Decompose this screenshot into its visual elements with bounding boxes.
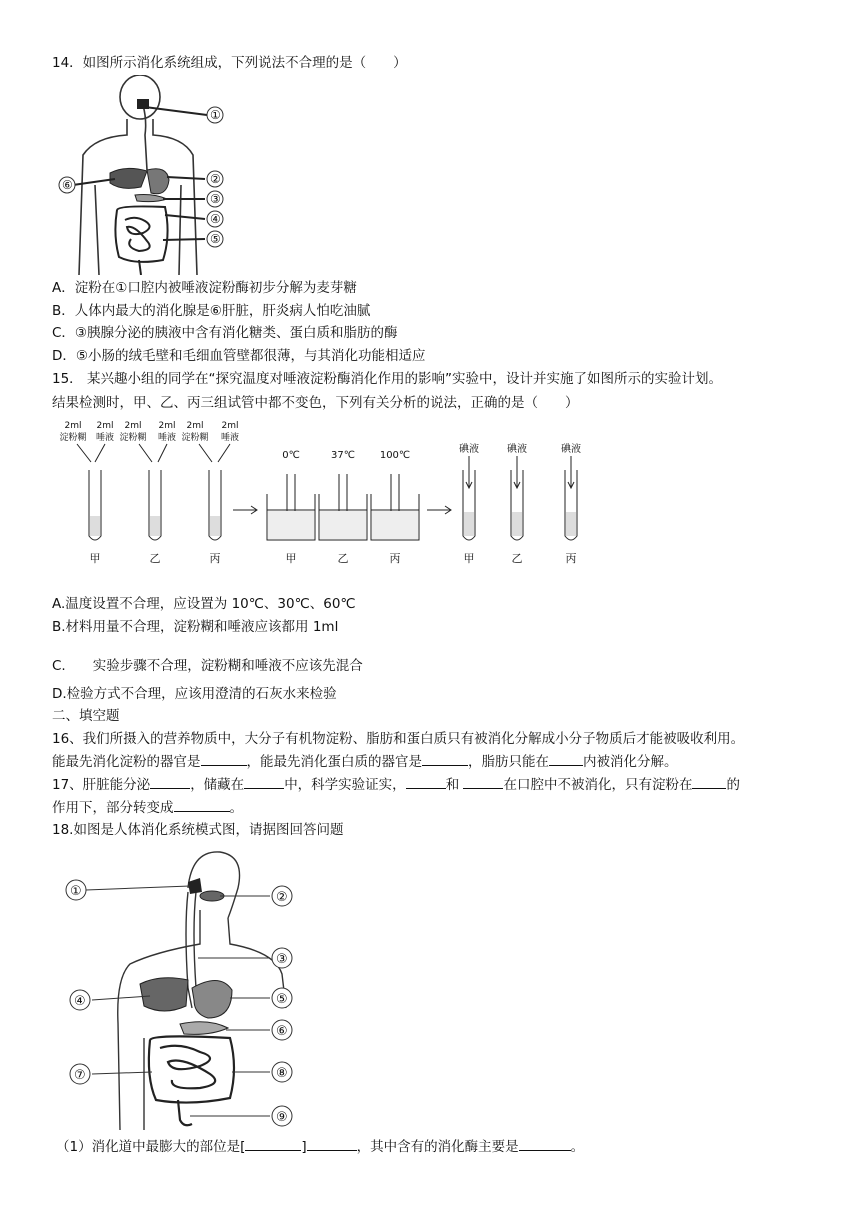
q17-line2-end: 。	[229, 800, 243, 816]
q15-amount-2: 2ml	[96, 421, 114, 431]
section-fill-blank-heading: 二、填空题	[52, 708, 120, 724]
q15-iodine-1: 碘液	[459, 444, 479, 455]
q14-label-2: ②	[210, 172, 221, 186]
q18-sub1-part3: ，其中含有的消化酶主要是	[356, 1139, 519, 1155]
q15-tube-jia-1: 甲	[89, 552, 101, 565]
q14-digestive-figure	[55, 75, 245, 275]
q16-line2	[52, 751, 678, 772]
q15-experiment-figure	[55, 418, 595, 570]
q15-option-a: A.温度设置不合理，应设置为 10℃、30℃、60℃	[52, 596, 356, 612]
q15-stem-line1: 15． 某兴趣小组的同学在“探究温度对唾液淀粉酶消化作用的影响”实验中，设计并实施了如图所示的实验计划。	[52, 371, 722, 387]
q15-starch-2: 淀粉糊	[119, 433, 147, 443]
q18-label-2: ②	[276, 890, 288, 905]
q17-blank-1[interactable]	[150, 774, 190, 789]
q18-sub1-part2: ]	[301, 1139, 307, 1155]
q14-option-c: C．③胰腺分泌的胰液中含有消化糖类、蛋白质和脂肪的酶	[52, 325, 398, 341]
q15-saliva-1: 唾液	[95, 433, 115, 443]
q18-label-1: ①	[70, 884, 82, 899]
q14-option-a: A．淀粉在①口腔内被唾液淀粉酶初步分解为麦芽糖	[52, 280, 357, 296]
q15-amount-1: 2ml	[64, 421, 82, 431]
q18-label-9: ⑨	[276, 1110, 288, 1125]
q17-line2	[52, 797, 243, 818]
q17-part3: 中，科学实验证实，	[284, 777, 406, 793]
q18-blank-1[interactable]	[245, 1136, 301, 1151]
q18-label-7: ⑦	[74, 1068, 86, 1083]
q15-stem-line2: 结果检测时，甲、乙、丙三组试管中都不变色，下列有关分析的说法，正确的是（ ）	[52, 395, 579, 411]
q16-part2: ，能最先消化蛋白质的器官是	[246, 754, 422, 770]
q15-amount-6: 2ml	[221, 421, 239, 431]
q15-option-d: D.检验方式不合理，应该用澄清的石灰水来检验	[52, 686, 337, 702]
q17-blank-6[interactable]	[174, 797, 230, 812]
q14-label-3: ③	[210, 192, 221, 206]
q18-label-8: ⑧	[276, 1066, 288, 1081]
q14-label-6: ⑥	[62, 178, 73, 192]
q15-option-b: B.材料用量不合理，淀粉糊和唾液应该都用 1ml	[52, 619, 339, 635]
q14-label-1: ①	[210, 108, 221, 122]
q17-blank-4[interactable]	[463, 774, 503, 789]
q15-tube-bing-1: 丙	[209, 552, 221, 565]
q17-blank-2[interactable]	[244, 774, 284, 789]
q14-option-d: D．⑤小肠的绒毛壁和毛细血管壁都很薄，与其消化功能相适应	[52, 348, 426, 364]
q15-tube-jia-3: 甲	[463, 552, 475, 565]
q18-label-3: ③	[276, 952, 288, 967]
q14-label-4: ④	[210, 212, 221, 226]
q18-subquestion-1	[56, 1136, 584, 1157]
q17-part2: ，储藏在	[190, 777, 245, 793]
q18-label-6: ⑥	[276, 1024, 288, 1039]
q16-blank-2[interactable]	[422, 751, 468, 766]
q17-line2-text: 作用下，部分转变成	[52, 800, 174, 816]
q17-blank-3[interactable]	[406, 774, 446, 789]
q15-iodine-2: 碘液	[507, 444, 527, 455]
q15-tube-yi-2: 乙	[337, 552, 349, 565]
q15-tube-yi-3: 乙	[511, 552, 523, 565]
q15-saliva-2: 唾液	[157, 433, 177, 443]
q18-sub1-part4: 。	[570, 1139, 585, 1155]
q18-label-4: ④	[74, 994, 86, 1009]
q18-blank-3[interactable]	[519, 1136, 571, 1151]
q15-temp-0: 0℃	[282, 450, 300, 461]
q18-label-5: ⑤	[276, 992, 288, 1007]
q18-digestive-figure	[60, 848, 300, 1130]
q17-part6: 的	[726, 777, 740, 793]
q17-line1	[52, 774, 740, 795]
q15-tube-bing-2: 丙	[389, 552, 401, 565]
q15-iodine-3: 碘液	[561, 444, 581, 455]
q16-line1: 16、我们所摄入的营养物质中，大分子有机物淀粉、脂肪和蛋白质只有被消化分解成小分子物质后才能被吸收利用。	[52, 731, 745, 747]
q14-stem: 14．如图所示消化系统组成，下列说法不合理的是（ ）	[52, 55, 407, 71]
q15-amount-3: 2ml	[124, 421, 142, 431]
q14-option-b: B．人体内最大的消化腺是⑥肝脏，肝炎病人怕吃油腻	[52, 303, 371, 319]
q15-saliva-3: 唾液	[220, 433, 240, 443]
q15-starch-3: 淀粉糊	[181, 433, 209, 443]
q17-part5: 在口腔中不被消化，只有淀粉在	[503, 777, 693, 793]
q16-blank-1[interactable]	[201, 751, 247, 766]
q15-tube-jia-2: 甲	[285, 552, 297, 565]
q15-temp-100: 100℃	[379, 450, 411, 461]
q16-part1: 能最先消化淀粉的器官是	[52, 754, 201, 770]
q17-part4: 和	[445, 777, 460, 793]
q15-tube-bing-3: 丙	[565, 552, 577, 565]
q15-starch-1: 淀粉糊	[59, 433, 87, 443]
q16-part4: 内被消化分解。	[583, 754, 678, 770]
q18-stem: 18.如图是人体消化系统模式图，请据图回答问题	[52, 822, 344, 838]
q15-amount-5: 2ml	[186, 421, 204, 431]
q17-blank-5[interactable]	[692, 774, 726, 789]
q18-sub1-part1: （1）消化道中最膨大的部位是[	[56, 1139, 246, 1155]
q15-option-c: C. 实验步骤不合理，淀粉糊和唾液不应该先混合	[52, 658, 363, 674]
q15-temp-37: 37℃	[331, 450, 355, 461]
q15-amount-4: 2ml	[158, 421, 176, 431]
q17-part1: 17、肝脏能分泌	[52, 777, 151, 793]
q15-tube-yi-1: 乙	[149, 552, 161, 565]
q16-blank-3[interactable]	[549, 751, 583, 766]
q18-blank-2[interactable]	[307, 1136, 357, 1151]
q14-label-5: ⑤	[210, 232, 221, 246]
q16-part3: ，脂肪只能在	[468, 754, 549, 770]
